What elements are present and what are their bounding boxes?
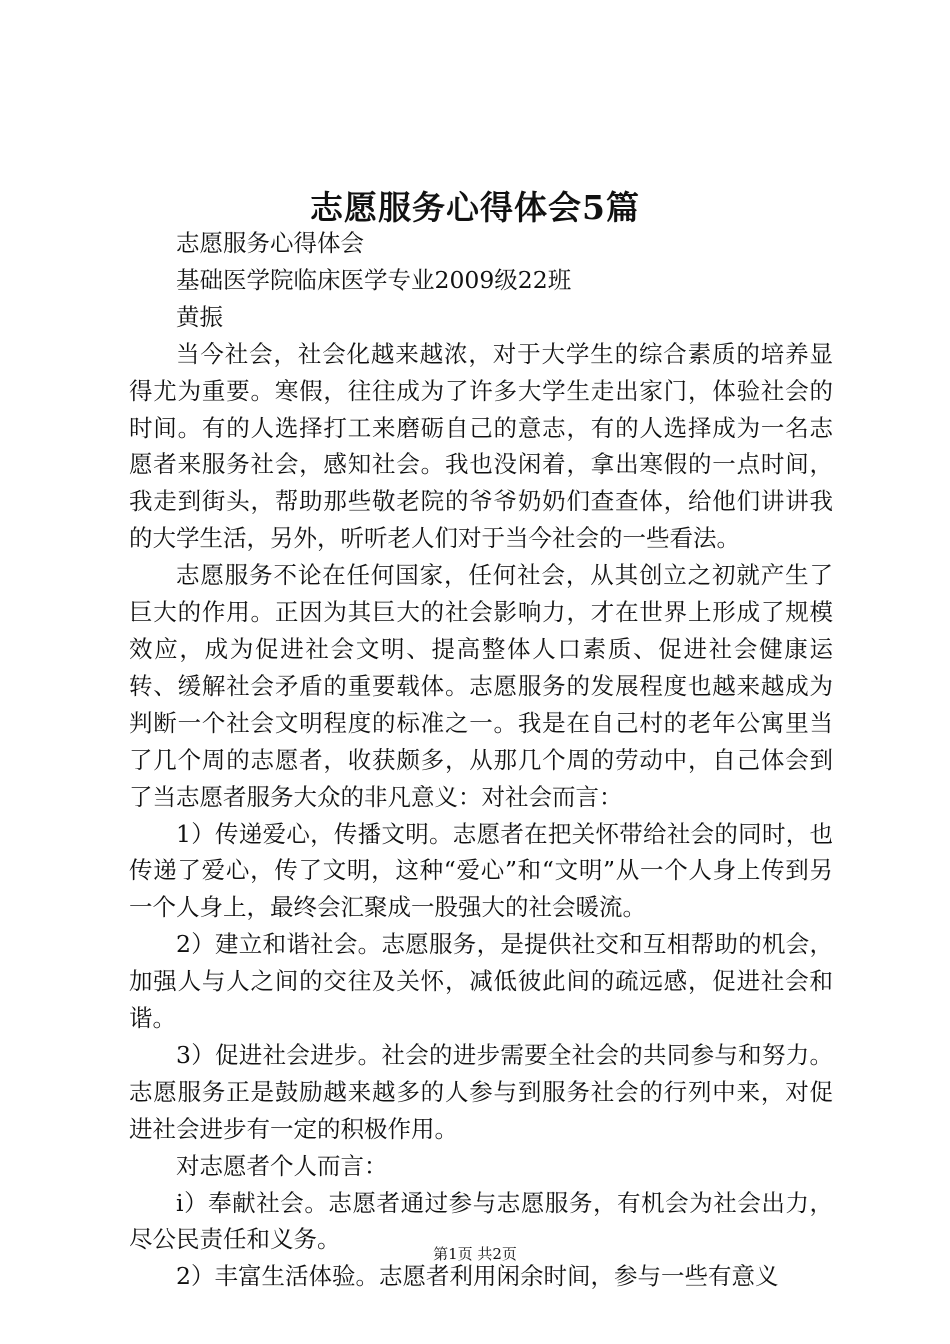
paragraph-subtitle: 志愿服务心得体会 [176,229,364,257]
paragraph-personal-point-2: 2）丰富生活体验。志愿者利用闲余时间，参与一些有意义 [176,1262,779,1291]
document-title: 志愿服务心得体会5篇 [310,188,640,227]
document-body [129,225,833,1295]
paragraph-significance: 志愿服务不论在任何国家，任何社会，从其创立之初就产生了巨大的作用。正因为其巨大的社会影响力，才在世界上形成了规模效应，成为促进社会文明、提高整体人口素质、促进社会健康运转、缓解社会矛盾的重要载体。志愿服务的发展程度也越来越成为判断一个社会文明程度的标准之一。我是在自己村的老年公寓里当了几个周的志愿者，收获颇多，从那几个周的劳动中，自己体会到了当志愿者服务大众的非凡意义：对社会而言： [129,561,833,811]
page-indicator: 第1页 共2页 [433,1245,517,1263]
page-footer [0,1243,950,1265]
paragraph-author-affiliation: 基础医学院临床医学专业2009级22班 [176,265,572,294]
paragraph-point-2: 2）建立和谐社会。志愿服务，是提供社交和互相帮助的机会，加强人与人之间的交往及关怀，减低彼此间的疏远感，促进社会和谐。 [129,930,833,1033]
paragraph-intro: 当今社会，社会化越来越浓，对于大学生的综合素质的培养显得尤为重要。寒假，往往成为了许多大学生走出家门，体验社会的时间。有的人选择打工来磨砺自己的意志，有的人选择成为一名志愿者来服务社会，感知社会。我也没闲着，拿出寒假的一点时间，我走到街头，帮助那些敬老院的爷爷奶奶们查查体，给他们讲讲我的大学生活，另外，听听老人们对于当今社会的一些看法。 [129,339,833,553]
paragraph-author-name: 黄振 [176,302,223,331]
paragraph-point-3: 3）促进社会进步。社会的进步需要全社会的共同参与和努力。志愿服务正是鼓励越来越多的人参与到服务社会的行列中来，对促进社会进步有一定的积极作用。 [129,1040,833,1143]
paragraph-point-1: 1）传递爱心，传播文明。志愿者在把关怀带给社会的同时，也传递了爱心，传了文明，这种“爱心”和“文明”从一个人身上传到另一个人身上，最终会汇聚成一股强大的社会暖流。 [129,819,833,922]
paragraph-personal-point-1: i）奉献社会。志愿者通过参与志愿服务，有机会为社会出力，尽公民责任和义务。 [129,1188,833,1254]
paragraph-personal-heading: 对志愿者个人而言： [176,1151,388,1180]
